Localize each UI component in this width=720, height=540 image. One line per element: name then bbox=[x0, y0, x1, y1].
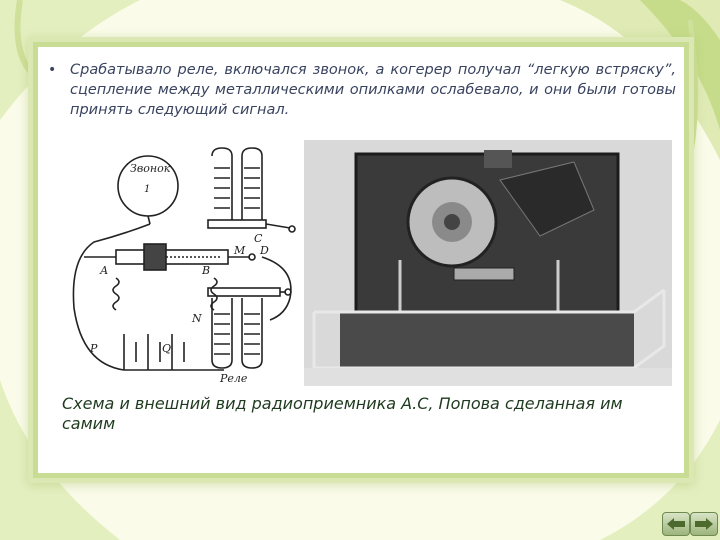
bullet-item bbox=[48, 60, 676, 120]
schematic-terminal-m: М bbox=[234, 244, 246, 257]
figure-caption: Схема и внешний вид радиоприемника А.С, Попова сделанная им самим bbox=[62, 394, 623, 433]
schematic-bell-number: 1 bbox=[144, 184, 151, 195]
schematic-terminal-d: D bbox=[260, 244, 269, 257]
schematic-terminal-a: А bbox=[100, 264, 109, 277]
bullet-icon: • bbox=[48, 62, 57, 78]
arrow-left-icon bbox=[667, 518, 685, 530]
arrow-right-icon bbox=[695, 518, 713, 530]
receiver-photo bbox=[304, 140, 672, 386]
bullet-text: Срабатывало реле, включался звонок, а когерер получал “легкую встряску”, сцепление между металлическими опилками ослабевало, и они были готовы принять следующий сигнал. bbox=[70, 62, 676, 118]
schematic-terminal-b: В bbox=[202, 264, 211, 277]
schematic-relay-label: Реле bbox=[220, 372, 248, 385]
next-slide-button[interactable] bbox=[690, 512, 718, 536]
schematic-bell-label: Звонок bbox=[130, 162, 171, 175]
schematic-terminal-c: С bbox=[254, 232, 263, 245]
schematic-terminal-q: Q bbox=[162, 342, 172, 355]
receiver-schematic bbox=[64, 138, 302, 386]
schematic-terminal-p: Р bbox=[90, 342, 98, 355]
prev-slide-button[interactable] bbox=[662, 512, 690, 536]
schematic-terminal-n: N bbox=[192, 312, 202, 325]
